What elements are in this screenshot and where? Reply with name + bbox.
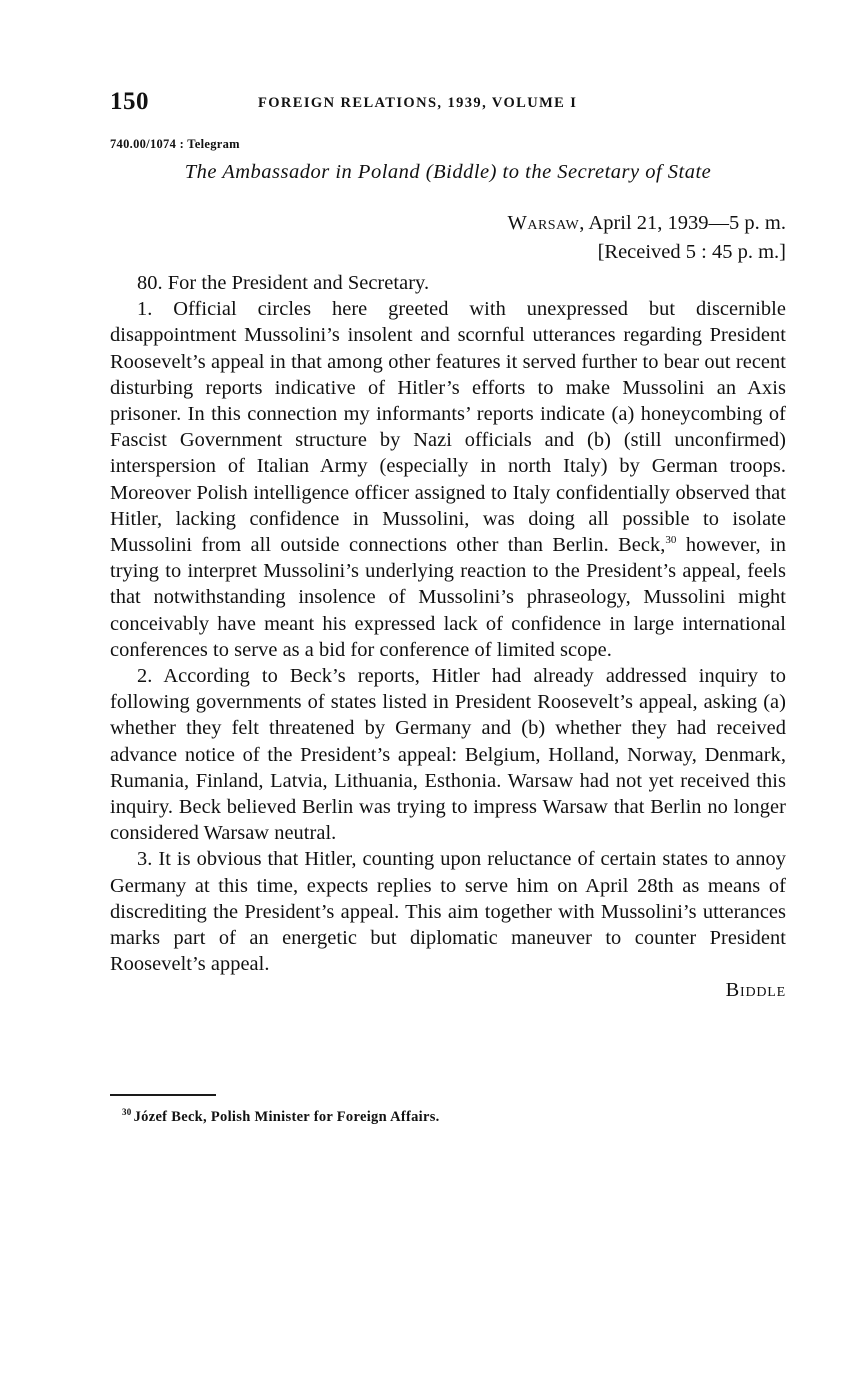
paragraph-1 (110, 296, 786, 663)
running-head (110, 88, 786, 120)
footnote-text: Józef Beck, Polish Minister for Foreign Affairs. (133, 1109, 440, 1125)
file-reference: 740.00/1074 : Telegram (110, 137, 240, 151)
footnote (122, 1109, 440, 1126)
footnote-reference: 30 (665, 534, 677, 547)
page-number: 150 (110, 88, 149, 115)
received-time: [Received 5 : 45 p. m.] (597, 241, 786, 263)
running-title: FOREIGN RELATIONS, 1939, VOLUME I (258, 95, 578, 111)
paragraph-1-text-b: however, in trying to interpret Mussolini’s underlying reaction to the President’s appeal, feels that notwithstanding insolence of Mussolini’s phraseology, Mussolini might conceivably have meant his expressed lack of confidence in large international conferences to serve as a bid for conference of limited scope. (110, 534, 786, 661)
dateline-place: Warsaw (507, 212, 580, 234)
dateline (110, 209, 786, 267)
paragraph-1-text-a: 1. Official circles here greeted with unexpressed but discernible disappointment Mussolini’s insolent and scornful utterances regarding President Roosevelt’s appeal in that among other features it served further to bear out recent disturbing reports indicative of Hitler’s efforts to make Mussolini an Axis prisoner. In this connection my informants’ reports indicate (a) honeycombing of Fascist Government structure by Nazi officials and (b) (still unconfirmed) interspersion of Italian Army (especially in north Italy) by German troops. Moreover Polish intelligence officer assigned to Italy confidentially observed that Hitler, lacking confidence in Mussolini, was doing all possible to isolate Mussolini from all outside connections other than Berlin. Beck, (110, 298, 786, 557)
paragraph-2: 2. According to Beck’s reports, Hitler had already addressed inquiry to following governments of states listed in President Roosevelt’s appeal, asking (a) whether they felt threatened by Germany and (b) whether they had received advance notice of the President’s appeal: Belgium, Holland, Norway, Denmark, Rumania, Finland, Latvia, Lithuania, Esthonia. Warsaw had not yet received this inquiry. Beck believed Berlin was trying to impress Warsaw that Berlin no longer considered Warsaw neutral. (110, 665, 786, 845)
document-title: The Ambassador in Poland (Biddle) to the Secretary of State (184, 161, 712, 183)
signature: Biddle (725, 979, 786, 1002)
footnote-divider (110, 1094, 216, 1096)
footnote-number: 30 (122, 1107, 132, 1118)
dateline-date: , April 21, 1939—5 p. m. (579, 212, 786, 234)
dateline-place-and-time (110, 209, 786, 238)
opening-line: 80. For the President and Secretary. (137, 272, 430, 294)
telegram-body (110, 270, 786, 1002)
paragraph-3: 3. It is obvious that Hitler, counting upon reluctance of certain states to annoy Germany at this time, expects replies to serve him on April 28th as means of discrediting the President’s appeal. This aim together with Mussolini’s utterances marks part of an energetic but diplomatic maneuver to counter President Roosevelt’s appeal. (110, 848, 786, 976)
